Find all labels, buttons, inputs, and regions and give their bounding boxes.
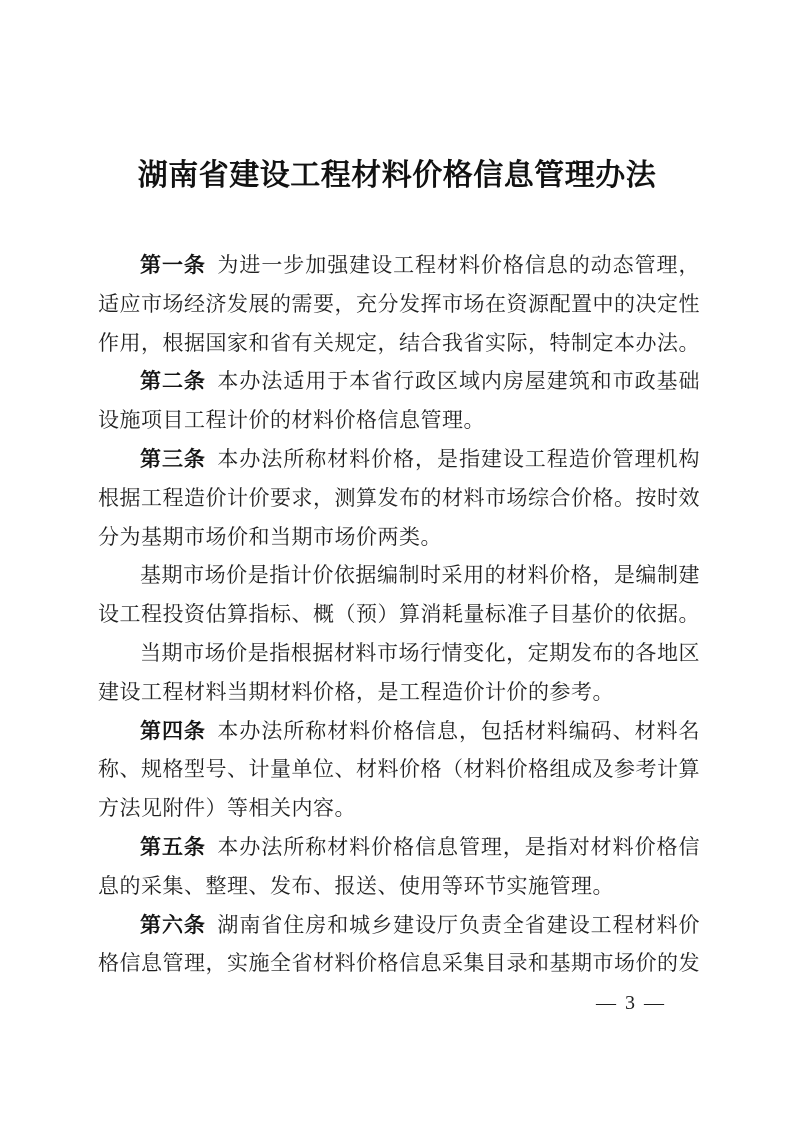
paragraph-article-6 [98, 906, 700, 984]
paragraph-text: 湖南省住房和城乡建设厅负责全省建设工程材料价格信息管理，实施全省材料价格信息采集目录和基期市场价的发 [98, 912, 701, 976]
paragraph-current-price-definition [98, 634, 700, 712]
paragraph-article-3 [98, 440, 700, 556]
paragraph-text: 基期市场价是指计价依据编制时采用的材料价格，是编制建设工程投资估算指标、概（预）算消耗量标准子目基价的依据。 [98, 563, 700, 627]
paragraph-text: 本办法所称材料价格信息管理，是指对材料价格信息的采集、整理、发布、报送、使用等环节实施管理。 [98, 834, 701, 898]
paragraph-text: 本办法所称材料价格信息，包括材料编码、材料名称、规格型号、计量单位、材料价格（材料价格组成及参考计算方法见附件）等相关内容。 [98, 718, 701, 821]
article-number-label: 第三条 [140, 446, 206, 471]
paragraph-article-4 [98, 712, 700, 828]
article-number-label: 第五条 [140, 834, 206, 859]
page-number: — 3 — [596, 992, 666, 1014]
paragraph-article-5 [98, 828, 700, 906]
article-number-label: 第一条 [140, 253, 206, 277]
paragraph-base-price-definition [98, 556, 700, 634]
paragraph-text: 本办法适用于本省行政区域内房屋建筑和市政基础设施项目工程计价的材料价格信息管理。 [98, 369, 701, 433]
paragraph-article-1 [98, 246, 700, 362]
article-number-label: 第二条 [140, 369, 206, 394]
document-body [98, 246, 700, 983]
paragraph-text: 本办法所称材料价格，是指建设工程造价管理机构根据工程造价计价要求，测算发布的材料市场综合价格。按时效分为基期市场价和当期市场价两类。 [98, 446, 701, 549]
article-number-label: 第六条 [140, 912, 206, 937]
document-title: 湖南省建设工程材料价格信息管理办法 [137, 159, 657, 192]
article-number-label: 第四条 [140, 718, 206, 743]
paragraph-text: 为进一步加强建设工程材料价格信息的动态管理，适应市场经济发展的需要，充分发挥市场在资源配置中的决定性作用，根据国家和省有关规定，结合我省实际，特制定本办法。 [98, 253, 701, 355]
paragraph-article-2 [98, 362, 700, 440]
paragraph-text: 当期市场价是指根据材料市场行情变化，定期发布的各地区建设工程材料当期材料价格，是工程造价计价的参考。 [98, 640, 700, 704]
